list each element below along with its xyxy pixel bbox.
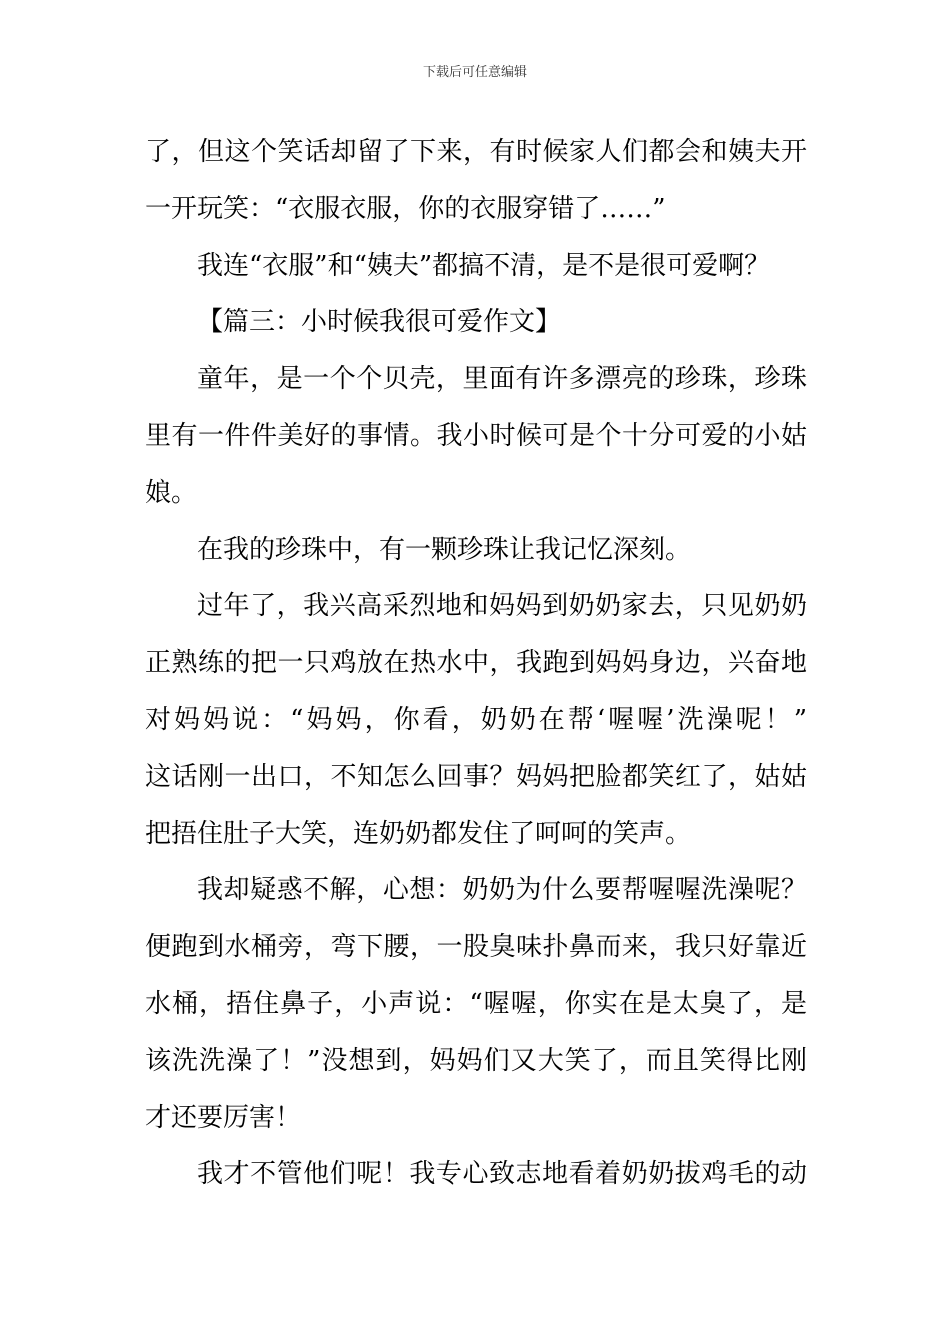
text-line: 把捂住肚子大笑，连奶奶都发住了呵呵的笑声。 [145,818,692,849]
text-line: 便跑到水桶旁，弯下腰，一股臭味扑鼻而来，我只好靠近 [145,932,807,963]
text-line: 该洗洗澡了！”没想到，妈妈们又大笑了，而且笑得比刚 [145,1045,807,1076]
text-line: 这话刚一出口，不知怎么回事？妈妈把脸都笑红了，姑姑 [145,761,807,792]
text-line: 在我的珍珠中，有一颗珍珠让我记忆深刻。 [197,534,692,565]
document-body [145,124,807,1203]
text-line: 了，但这个笑话却留了下来，有时候家人们都会和姨夫开 [145,137,807,167]
text-line: 【篇三：小时候我很可爱作文】 [197,307,562,338]
text-line: 一开玩笑：“衣服衣服，你的衣服穿错了……” [145,193,666,224]
text-line: 娘。 [145,477,198,508]
text-line: 我才不管他们呢！我专心致志地看着奶奶拔鸡毛的动 [197,1159,807,1190]
page-header: 下载后可任意编辑 [422,65,527,80]
text-line: 里有一件件美好的事情。我小时候可是个十分可爱的小姑 [145,420,807,451]
text-line: 水桶，捂住鼻子，小声说：“喔喔，你实在是太臭了，是 [145,988,807,1019]
text-line: 童年，是一个个贝壳，里面有许多漂亮的珍珠，珍珠 [197,364,807,395]
text-line: 才还要厉害！ [145,1102,302,1133]
text-line: 我连“衣服”和“姨夫”都搞不清，是不是很可爱啊？ [197,250,771,281]
text-line: 对妈妈说：“妈妈，你看，奶奶在帮‘喔喔’洗澡呢！” [145,704,807,735]
text-line: 过年了，我兴高采烈地和妈妈到奶奶家去，只见奶奶 [197,591,807,622]
text-line: 正熟练的把一只鸡放在热水中，我跑到妈妈身边，兴奋地 [145,648,807,679]
text-line: 我却疑惑不解，心想：奶奶为什么要帮喔喔洗澡呢？ [197,875,807,906]
